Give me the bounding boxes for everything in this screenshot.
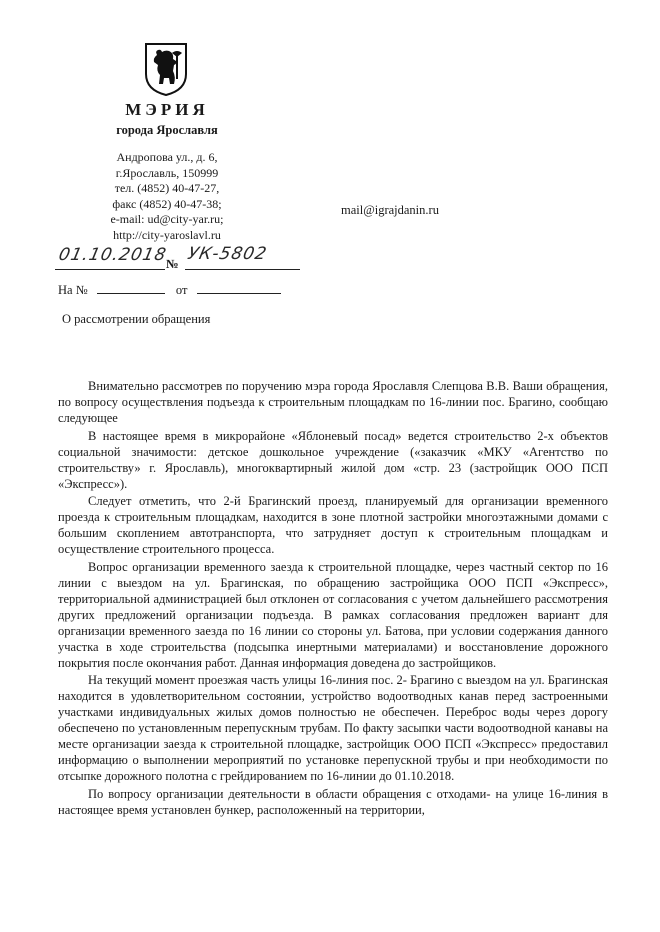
body-paragraph: Следует отметить, что 2-й Брагинский проезд, планируемый для организации временного проезда к строительным площадкам, находится в зоне плотной застройки многоэтажными домами с большим скоплением автотранспорта, что затрудняет доступ к строительным площадкам и осуществление строительного процесса.: [58, 494, 608, 556]
in-reply-label: На №: [58, 283, 88, 297]
address-street: Андропова ул., д. 6,: [116, 150, 218, 164]
number-label: №: [166, 257, 179, 271]
address-city: г.Ярославль, 150999: [115, 165, 219, 180]
address-phone: тел. (4852) 40-47-27,: [114, 181, 220, 196]
org-title: МЭРИЯ: [125, 100, 209, 119]
handwritten-number: УК-5802: [185, 244, 269, 264]
address-email: e-mail: ud@city-yar.ru;: [110, 212, 224, 227]
registration-row: [55, 244, 315, 273]
body-paragraph: Вопрос организации временного заезда к строительной площадке, через частный сектор по 16 линии с выездом на ул. Брагинская, по обращению застройщика ООО ПСП «Экспресс», территориальной администрацией был отклонен от согласования с учетом дальнейшего рассмотрения других предложений организации подъезда. В рамках согласования предложен вариант для организации временного заезда по 16 линии со стороны ул. Батова, при условии содержания данного участка в ходе строительства (подсыпка инертными материалами) и восстановление дорожного покрытия после окончания работ. Данная информация доведена до застройщиков.: [58, 559, 608, 670]
recipient-email: mail@igrajdanin.ru: [341, 203, 439, 217]
in-reply-blank: [97, 283, 165, 294]
address-block: [92, 150, 242, 244]
in-reply-row: [58, 283, 281, 298]
letterhead: [92, 100, 242, 244]
number-underline: [185, 269, 300, 270]
from-label: от: [175, 283, 188, 297]
body-paragraph: По вопросу организации деятельности в области обращения с отходами- на улице 16-линия в настоящее время установлен бункер, расположенный на территории,: [58, 786, 608, 817]
body-paragraph: В настоящее время в микрорайоне «Яблоневый посад» ведется строительство 2-х объектов социальной значимости: детское дошкольное учреждение («заказчик «МКУ «Агентство по строительству» г. Ярославль), многоквартирный жилой дом «стр. 23 (застройщик ООО ПСП «Экспресс»).: [58, 428, 608, 491]
body-paragraph: На текущий момент проезжая часть улицы 16-линия пос. 2- Брагино с выездом на ул. Брагинская находится в удовлетворительном состоянии, устройство водоотводных канав перед застроенными участками индивидуальных жилых домов полностью не обеспечен. Переброс воды через дорогу обеспечено по установленным перепускным трубам. По факту засыпки части водоотводной канавы на месте организации заезда к строительной площадке, застройщик ООО ПСП «Экспресс» предоставил информацию о выполнении мероприятий по установке перепускной трубы и при необходимости по отсыпке дорожного полотна с грейдированием по 16-линии до 01.10.2018.: [58, 673, 608, 783]
date-underline: [55, 269, 165, 270]
address-fax: факс (4852) 40-47-38;: [112, 196, 222, 211]
letter-body: [58, 378, 608, 819]
handwritten-date: 01.10.2018: [56, 245, 169, 265]
subject-line: О рассмотрении обращения: [62, 312, 211, 326]
coat-of-arms-bear-icon: [143, 41, 189, 97]
body-paragraph: Внимательно рассмотрев по поручению мэра города Ярославля Слепцова В.В. Ваши обращения, по вопросу осуществления подъезда к строительным площадкам по 16-линии пос. Брагино, сообщаю следующее: [58, 379, 608, 425]
address-website: http://city-yaroslavl.ru: [113, 227, 221, 242]
from-blank: [197, 283, 281, 294]
org-subtitle: города Ярославля: [116, 123, 218, 137]
